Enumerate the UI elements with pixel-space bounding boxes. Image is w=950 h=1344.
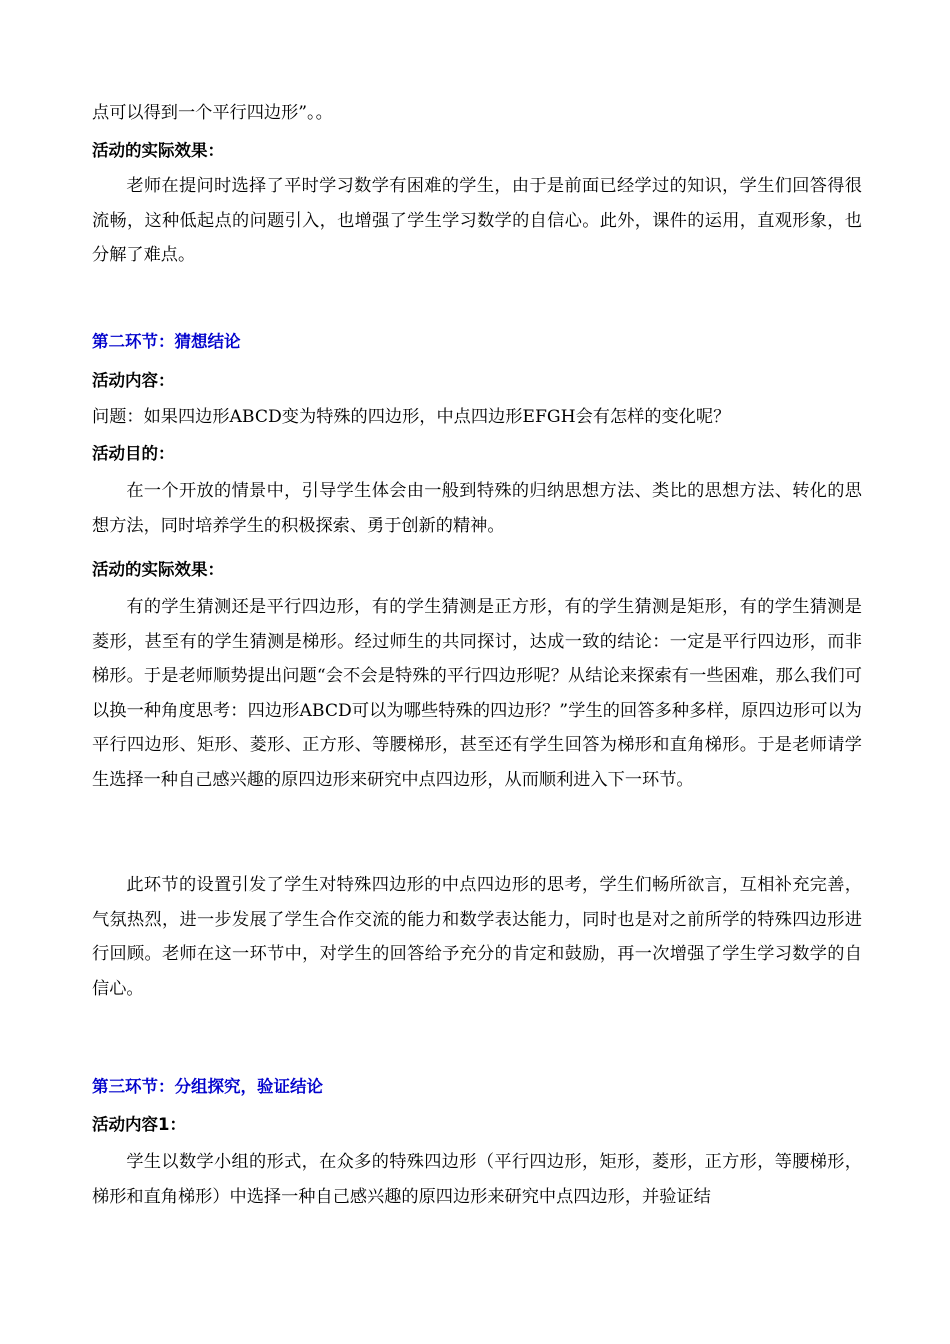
continuation-text: 点可以得到一个平行四边形”。。: [92, 103, 333, 123]
effect-label: 活动的实际效果：: [92, 141, 224, 160]
section-heading-2: 第二环节：猜想结论: [92, 332, 241, 351]
content-paragraph: 学生以数学小组的形式，在众多的特殊四边形（平行四边形，矩形，菱形，正方形，等腰梯形，梯形和直角梯形）中选择一种自己感兴趣的原四边形来研究中点四边形，并验证结: [92, 1152, 862, 1207]
purpose-label: 活动目的：: [92, 444, 175, 463]
effect-paragraph: 此环节的设置引发了学生对特殊四边形的中点四边形的思考，学生们畅所欲言，互相补充完善，气氛热烈，进一步发展了学生合作交流的能力和数学表达能力，同时也是对之前所学的特殊四边形进行回顾。老师在这一环节中，对学生的回答给予充分的肯定和鼓励，再一次增强了学生学习数学的自信心。: [92, 875, 862, 999]
effect-label: 活动的实际效果：: [92, 560, 224, 579]
effect-paragraph: 老师在提问时选择了平时学习数学有困难的学生，由于是前面已经学过的知识，学生们回答得很流畅，这种低起点的问题引入，也增强了学生学习数学的自信心。此外，课件的运用，直观形象，也分解了难点。: [92, 176, 862, 265]
content-paragraph: 问题：如果四边形ABCD变为特殊的四边形，中点四边形EFGH会有怎样的变化呢？: [92, 407, 731, 427]
purpose-paragraph: 在一个开放的情景中，引导学生体会由一般到特殊的归纳思想方法、类比的思想方法、转化的思想方法，同时培养学生的积极探索、勇于创新的精神。: [92, 481, 862, 536]
effect-paragraph: 有的学生猜测还是平行四边形，有的学生猜测是正方形，有的学生猜测是矩形，有的学生猜测是菱形，甚至有的学生猜测是梯形。经过师生的共同探讨，达成一致的结论：一定是平行四边形，而非梯形。于是老师顺势提出问题“会不会是特殊的平行四边形呢？从结论来探索有一些困难，那么我们可以换一种角度思考：四边形ABCD可以为哪些特殊的四边形？”学生的回答多种多样，原四边形可以为平行四边形、矩形、菱形、正方形、等腰梯形，甚至还有学生回答为梯形和直角梯形。于是老师请学生选择一种自己感兴趣的原四边形来研究中点四边形，从而顺利进入下一环节。: [92, 597, 862, 790]
content-label: 活动内容1：: [92, 1115, 186, 1134]
section-heading-3: 第三环节：分组探究，验证结论: [92, 1077, 323, 1096]
content-label: 活动内容：: [92, 371, 175, 390]
